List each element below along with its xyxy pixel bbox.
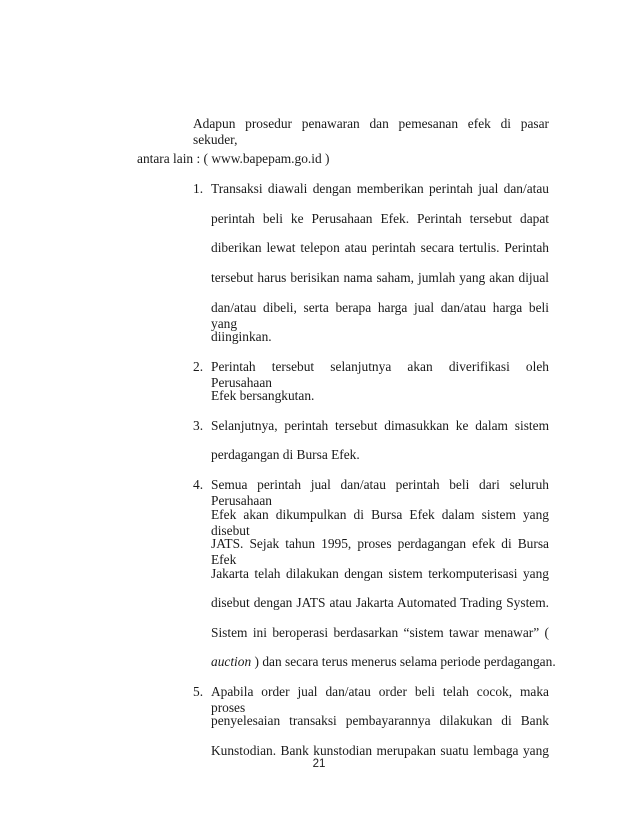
list-item-line: penyelesaian transaksi pembayarannya dilakukan di Bank bbox=[211, 713, 549, 728]
list-item-line: perintah beli ke Perusahaan Efek. Perintah tersebut dapat bbox=[211, 211, 549, 226]
list-item-line: Kunstodian. Bank kunstodian merupakan suatu lembaga yang bbox=[211, 743, 549, 758]
list-item-line: disebut dengan JATS atau Jakarta Automated Trading System. bbox=[211, 595, 549, 610]
list-item-line: Efek akan dikumpulkan di Bursa Efek dalam sistem yang disebut bbox=[211, 507, 549, 538]
list-item-line: JATS. Sejak tahun 1995, proses perdagangan efek di Bursa Efek bbox=[211, 536, 549, 567]
list-item-line: Sistem ini beroperasi berdasarkan “sistem tawar menawar” ( bbox=[211, 625, 549, 640]
list-item-line: Efek bersangkutan. bbox=[211, 388, 315, 403]
list-item-line: perdagangan di Bursa Efek. bbox=[211, 447, 360, 462]
list-item-line: Transaksi diawali dengan memberikan perintah jual dan/atau bbox=[211, 181, 549, 196]
list-item-number: 5. bbox=[193, 684, 204, 699]
list-item-line: Jakarta telah dilakukan dengan sistem terkomputerisasi yang bbox=[211, 566, 549, 581]
list-item-line: diberikan lewat telepon atau perintah secara tertulis. Perintah bbox=[211, 240, 549, 255]
list-item-number: 2. bbox=[193, 359, 204, 374]
list-item-line: Apabila order jual dan/atau order beli telah cocok, maka proses bbox=[211, 684, 549, 715]
list-item-line: dan/atau dibeli, serta berapa harga jual dan/atau harga beli yang bbox=[211, 300, 549, 331]
list-item-line-rest: ) dan secara terus menerus selama periode perdagangan. bbox=[251, 654, 556, 669]
list-item-line bbox=[211, 654, 556, 670]
list-item-number: 3. bbox=[193, 418, 204, 433]
list-item-line: Perintah tersebut selanjutnya akan diverifikasi oleh Perusahaan bbox=[211, 359, 549, 390]
list-item-line: Selanjutnya, perintah tersebut dimasukkan ke dalam sistem bbox=[211, 418, 549, 433]
page-number: 21 bbox=[312, 758, 326, 770]
intro-paragraph-line-2: antara lain : ( www.bapepam.go.id ) bbox=[137, 151, 330, 166]
list-item-line: Semua perintah jual dan/atau perintah beli dari seluruh Perusahaan bbox=[211, 477, 549, 508]
list-item-number: 4. bbox=[193, 477, 204, 492]
list-item-line: tersebut harus berisikan nama saham, jumlah yang akan dijual bbox=[211, 270, 549, 285]
intro-paragraph-line-1: Adapun prosedur penawaran dan pemesanan efek di pasar sekuder, bbox=[193, 116, 549, 147]
list-item-number: 1. bbox=[193, 181, 204, 196]
italic-term: auction bbox=[211, 654, 252, 669]
list-item-line: diinginkan. bbox=[211, 329, 272, 344]
